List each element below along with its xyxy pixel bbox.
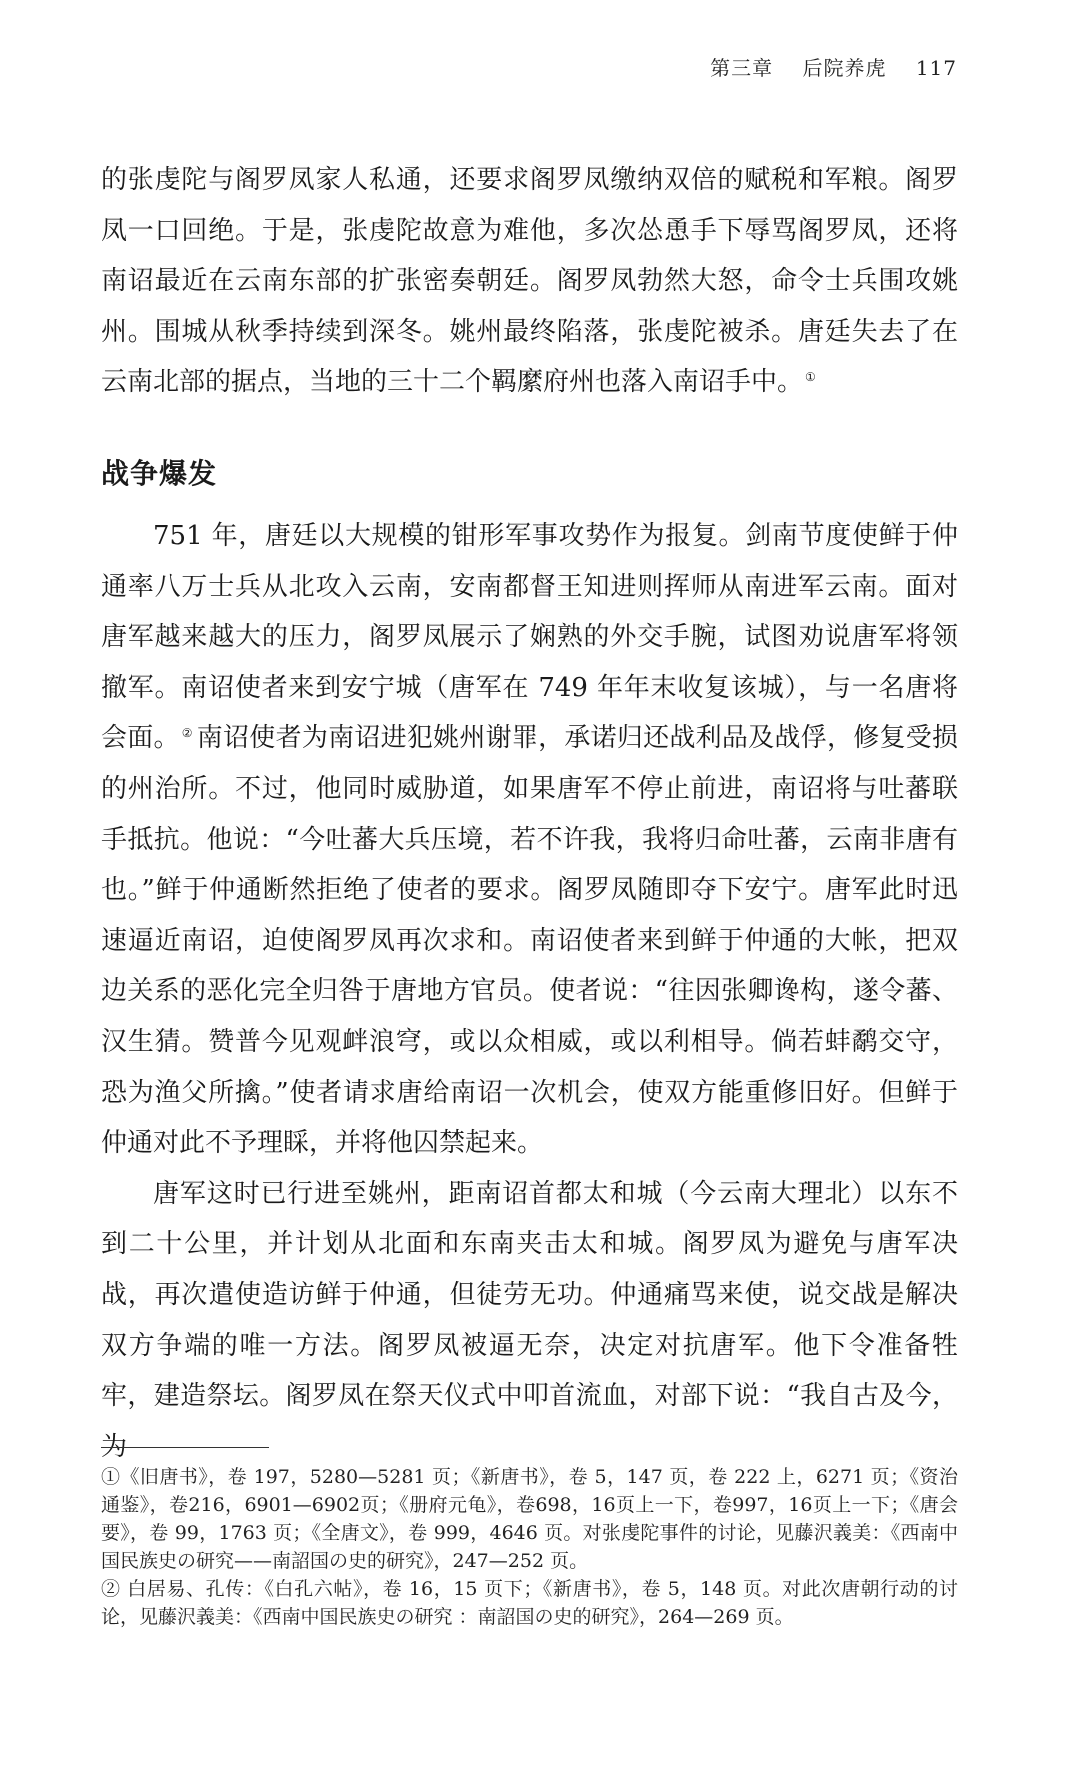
running-head — [710, 52, 957, 81]
chapter-label: 第三章 — [710, 56, 774, 80]
body-text-top — [101, 155, 958, 408]
footnote-1: ①《旧唐书》，卷 197，5280—5281 页；《新唐书》，卷 5，147 页，卷 222 上，6271 页；《资治通鉴》，卷216，6901—6902页；《册府元龟》，卷698，16页上一下，卷997，16页上一下；《唐会要》，卷 99，1763 页；《全唐文》，卷 999，4646 页。对张虔陀事件的讨论，见藤沢義美：《西南中国民族史の研究——南詔国の史的研究》，247—252 页。 — [101, 1466, 958, 1572]
chapter-title: 后院养虎 — [802, 56, 887, 80]
paragraph-3: 唐军这时已行进至姚州，距南诏首都太和城（今云南大理北）以东不到二十公里，并计划从北面和东南夹击太和城。阁罗凤为避免与唐军决战，再次遣使造访鲜于仲通，但徒劳无功。仲通痛骂来使，说交战是解决双方争端的唯一方法。阁罗凤被逼无奈，决定对抗唐军。他下令准备牲牢，建造祭坛。阁罗凤在祭天仪式中叩首流血，对部下说：“我自古及今，为 — [101, 1178, 958, 1462]
paragraph-2-part-1: 751 年，唐廷以大规模的钳形军事攻势作为报复。剑南节度使鲜于仲通率八万士兵从北攻入云南，安南都督王知进则挥师从南进军云南。面对唐军越来越大的压力，阁罗凤展示了娴熟的外交手腕，试图劝说唐军将领撤军。南诏使者来到安宁城（唐军在 749 年年末收复该城），与一名唐将会面。 — [101, 521, 958, 754]
paragraph-2-part-2: 南诏使者为南诏进犯姚州谢罪，承诺归还战利品及战俘，修复受损的州治所。不过，他同时威胁道，如果唐军不停止前进，南诏将与吐蕃联手抵抗。他说：“今吐蕃大兵压境，若不许我，我将归命吐蕃，云南非唐有也。”鲜于仲通断然拒绝了使者的要求。阁罗凤随即夺下安宁。唐军此时迅速逼近南诏，迫使阁罗凤再次求和。南诏使者来到鲜于仲通的大帐，把双边关系的恶化完全归咎于唐地方官员。使者说：“往因张卿谗构，遂令蕃、汉生猜。赞普今见观衅浪穹，或以众相威，或以利相导。倘若蚌鹬交守，恐为渔父所擒。”使者请求唐给南诏一次机会，使双方能重修旧好。但鲜于仲通对此不予理睬，并将他囚禁起来。 — [101, 723, 958, 1159]
footnote-ref-1[interactable]: ① — [805, 369, 816, 384]
paragraph-continued — [101, 155, 958, 408]
footnotes — [101, 1463, 958, 1631]
footnote-ref-2[interactable]: ② — [181, 725, 193, 740]
page-number: 117 — [915, 56, 957, 80]
footnote-divider — [101, 1447, 269, 1448]
paragraph-2 — [101, 511, 958, 1169]
body-text-main — [101, 511, 958, 1472]
paragraph-text: 的张虔陀与阁罗凤家人私通，还要求阁罗凤缴纳双倍的赋税和军粮。阁罗凤一口回绝。于是，张虔陀故意为难他，多次怂恿手下辱骂阁罗凤，还将南诏最近在云南东部的扩张密奏朝廷。阁罗凤勃然大怒，命令士兵围攻姚州。围城从秋季持续到深冬。姚州最终陷落，张虔陀被杀。唐廷失去了在云南北部的据点，当地的三十二个羁縻府州也落入南诏手中。 — [101, 165, 958, 398]
footnote-2: ② 白居易、孔传：《白孔六帖》，卷 16，15 页下；《新唐书》，卷 5，148 页。对此次唐朝行动的讨论，见藤沢義美：《西南中国民族史の研究 ：南詔国の史的研究》，264—269 页。 — [101, 1578, 958, 1628]
section-heading: 战争爆发 — [101, 457, 218, 490]
